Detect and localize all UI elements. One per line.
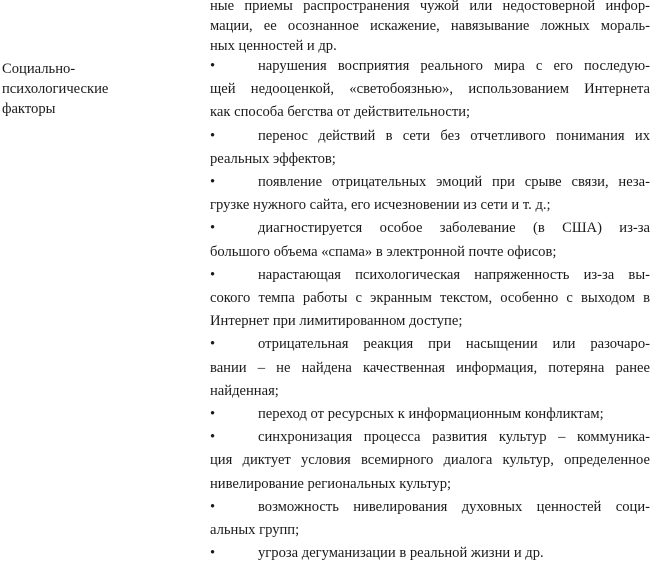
bullet-icon: •	[210, 174, 216, 190]
factor-label-line: Социально-	[2, 61, 76, 77]
list-item-line: вании – не найдена качественная информация, потеряна ранее	[210, 359, 650, 376]
bullet-icon: •	[210, 127, 216, 144]
list-item-first-line: перенос действий в сети без отчетливого понимания их	[258, 127, 650, 144]
list-item-first-line: нарушения восприятия реального мира с его последую-	[258, 58, 650, 74]
continuation-line: ные приемы распространения чужой или недостоверной инфор-	[210, 0, 650, 14]
bullet-icon: •	[210, 336, 216, 353]
bullet-icon: •	[210, 498, 216, 515]
bullet-icon: •	[210, 58, 216, 74]
list-item-line: Интернет при лимитированном доступе;	[210, 313, 463, 330]
list-item-line: грузке нужного сайта, его исчезновении из сети и т. д.;	[210, 197, 551, 214]
list-item-line: большого объема «спама» в электронной почте офисов;	[210, 243, 557, 260]
list-item-first-line: угроза дегуманизации в реальной жизни и др.	[258, 545, 544, 562]
continuation-line: мации, ее осознанное искажение, навязывание ложных мораль-	[210, 18, 650, 34]
list-item-first-line: возможность нивелирования духовных ценностей соци-	[258, 498, 650, 515]
list-item-first-line: нарастающая психологическая напряженность из-за вы-	[258, 266, 650, 283]
bullet-icon: •	[210, 266, 216, 283]
list-item-line: альных групп;	[210, 522, 300, 538]
list-item-line: найденная;	[210, 382, 279, 399]
factor-label	[2, 59, 108, 119]
list-item-first-line: переход от ресурсных к информационным конфликтам;	[258, 406, 604, 422]
list-item-line: реальных эффектов;	[210, 150, 336, 167]
factor-label-line: психологические	[2, 81, 109, 97]
list-item-line: щей недооценкой, «светобоязнью», использованием Интернета	[210, 81, 650, 98]
factor-label-line: факторы	[2, 101, 56, 117]
bullet-icon: •	[210, 429, 216, 446]
list-item-line: нивелирование региональных культур;	[210, 475, 452, 492]
continuation-line: ных ценностей и др.	[210, 38, 337, 54]
list-item-line: сокого темпа работы с экранным текстом, особенно с выходом в	[210, 290, 650, 306]
bullet-icon: •	[210, 220, 216, 237]
list-item-first-line: синхронизация процесса развития культур – коммуника-	[258, 429, 650, 446]
list-item-first-line: появление отрицательных эмоций при срыве связи, неза-	[258, 174, 650, 190]
list-item-line: ция диктует условия всемирного диалога культур, определенное	[210, 452, 650, 469]
list-item-first-line: диагностируется особое заболевание (в США) из-за	[258, 220, 650, 237]
bullet-icon: •	[210, 406, 216, 422]
list-item-first-line: отрицательная реакция при насыщении или разочаро-	[258, 336, 650, 353]
bullet-icon: •	[210, 545, 216, 562]
list-item-line: как способа бегства от действительности;	[210, 104, 471, 121]
